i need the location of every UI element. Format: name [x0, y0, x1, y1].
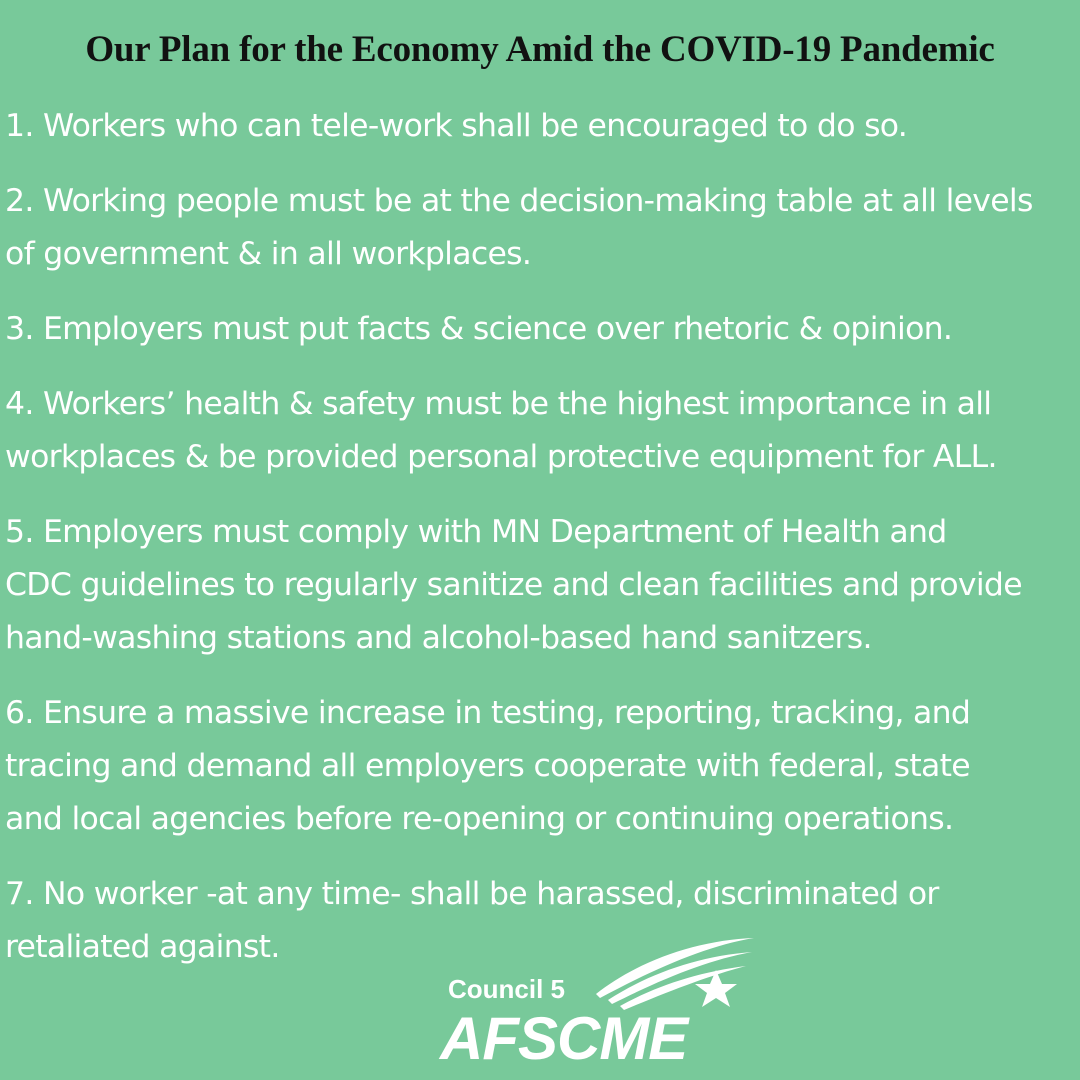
plan-item-line: tracing and demand all employers cooperate with federal, state [5, 748, 970, 784]
plan-item-6 [5, 687, 1077, 846]
plan-item-2 [5, 175, 1077, 281]
plan-item-line: 7. No worker -at any time- shall be harassed, discriminated or [5, 876, 939, 912]
plan-item-line: workplaces & be provided personal protective equipment for ALL. [5, 439, 997, 475]
plan-item-5 [5, 506, 1077, 665]
logo-afscme-text: AFSCME [440, 1005, 688, 1072]
plan-item-line: 5. Employers must comply with MN Department of Health and [5, 514, 947, 550]
plan-item-line: 2. Working people must be at the decision-making table at all levels [5, 183, 1033, 219]
plan-item-line: 4. Workers’ health & safety must be the highest importance in all [5, 386, 992, 422]
plan-list [5, 100, 1077, 996]
plan-item-line: 1. Workers who can tele-work shall be encouraged to do so. [5, 108, 908, 144]
star-swoosh-icon [586, 932, 756, 1012]
plan-item-line: CDC guidelines to regularly sanitize and clean facilities and provide [5, 567, 1022, 603]
logo-council-text: Council 5 [448, 974, 566, 1004]
afscme-logo [436, 932, 756, 1072]
plan-item-3 [5, 303, 1077, 356]
page-title: Our Plan for the Economy Amid the COVID-19 Pandemic [85, 29, 995, 70]
plan-item-4 [5, 378, 1077, 484]
plan-item-line: 6. Ensure a massive increase in testing, reporting, tracking, and [5, 695, 971, 731]
plan-item-1 [5, 100, 1077, 153]
plan-item-line: retaliated against. [5, 929, 280, 965]
plan-item-line: and local agencies before re-opening or continuing operations. [5, 801, 954, 837]
plan-item-line: of government & in all workplaces. [5, 236, 532, 272]
plan-item-line: 3. Employers must put facts & science over rhetoric & opinion. [5, 311, 953, 347]
plan-item-line: hand-washing stations and alcohol-based hand sanitzers. [5, 620, 872, 656]
